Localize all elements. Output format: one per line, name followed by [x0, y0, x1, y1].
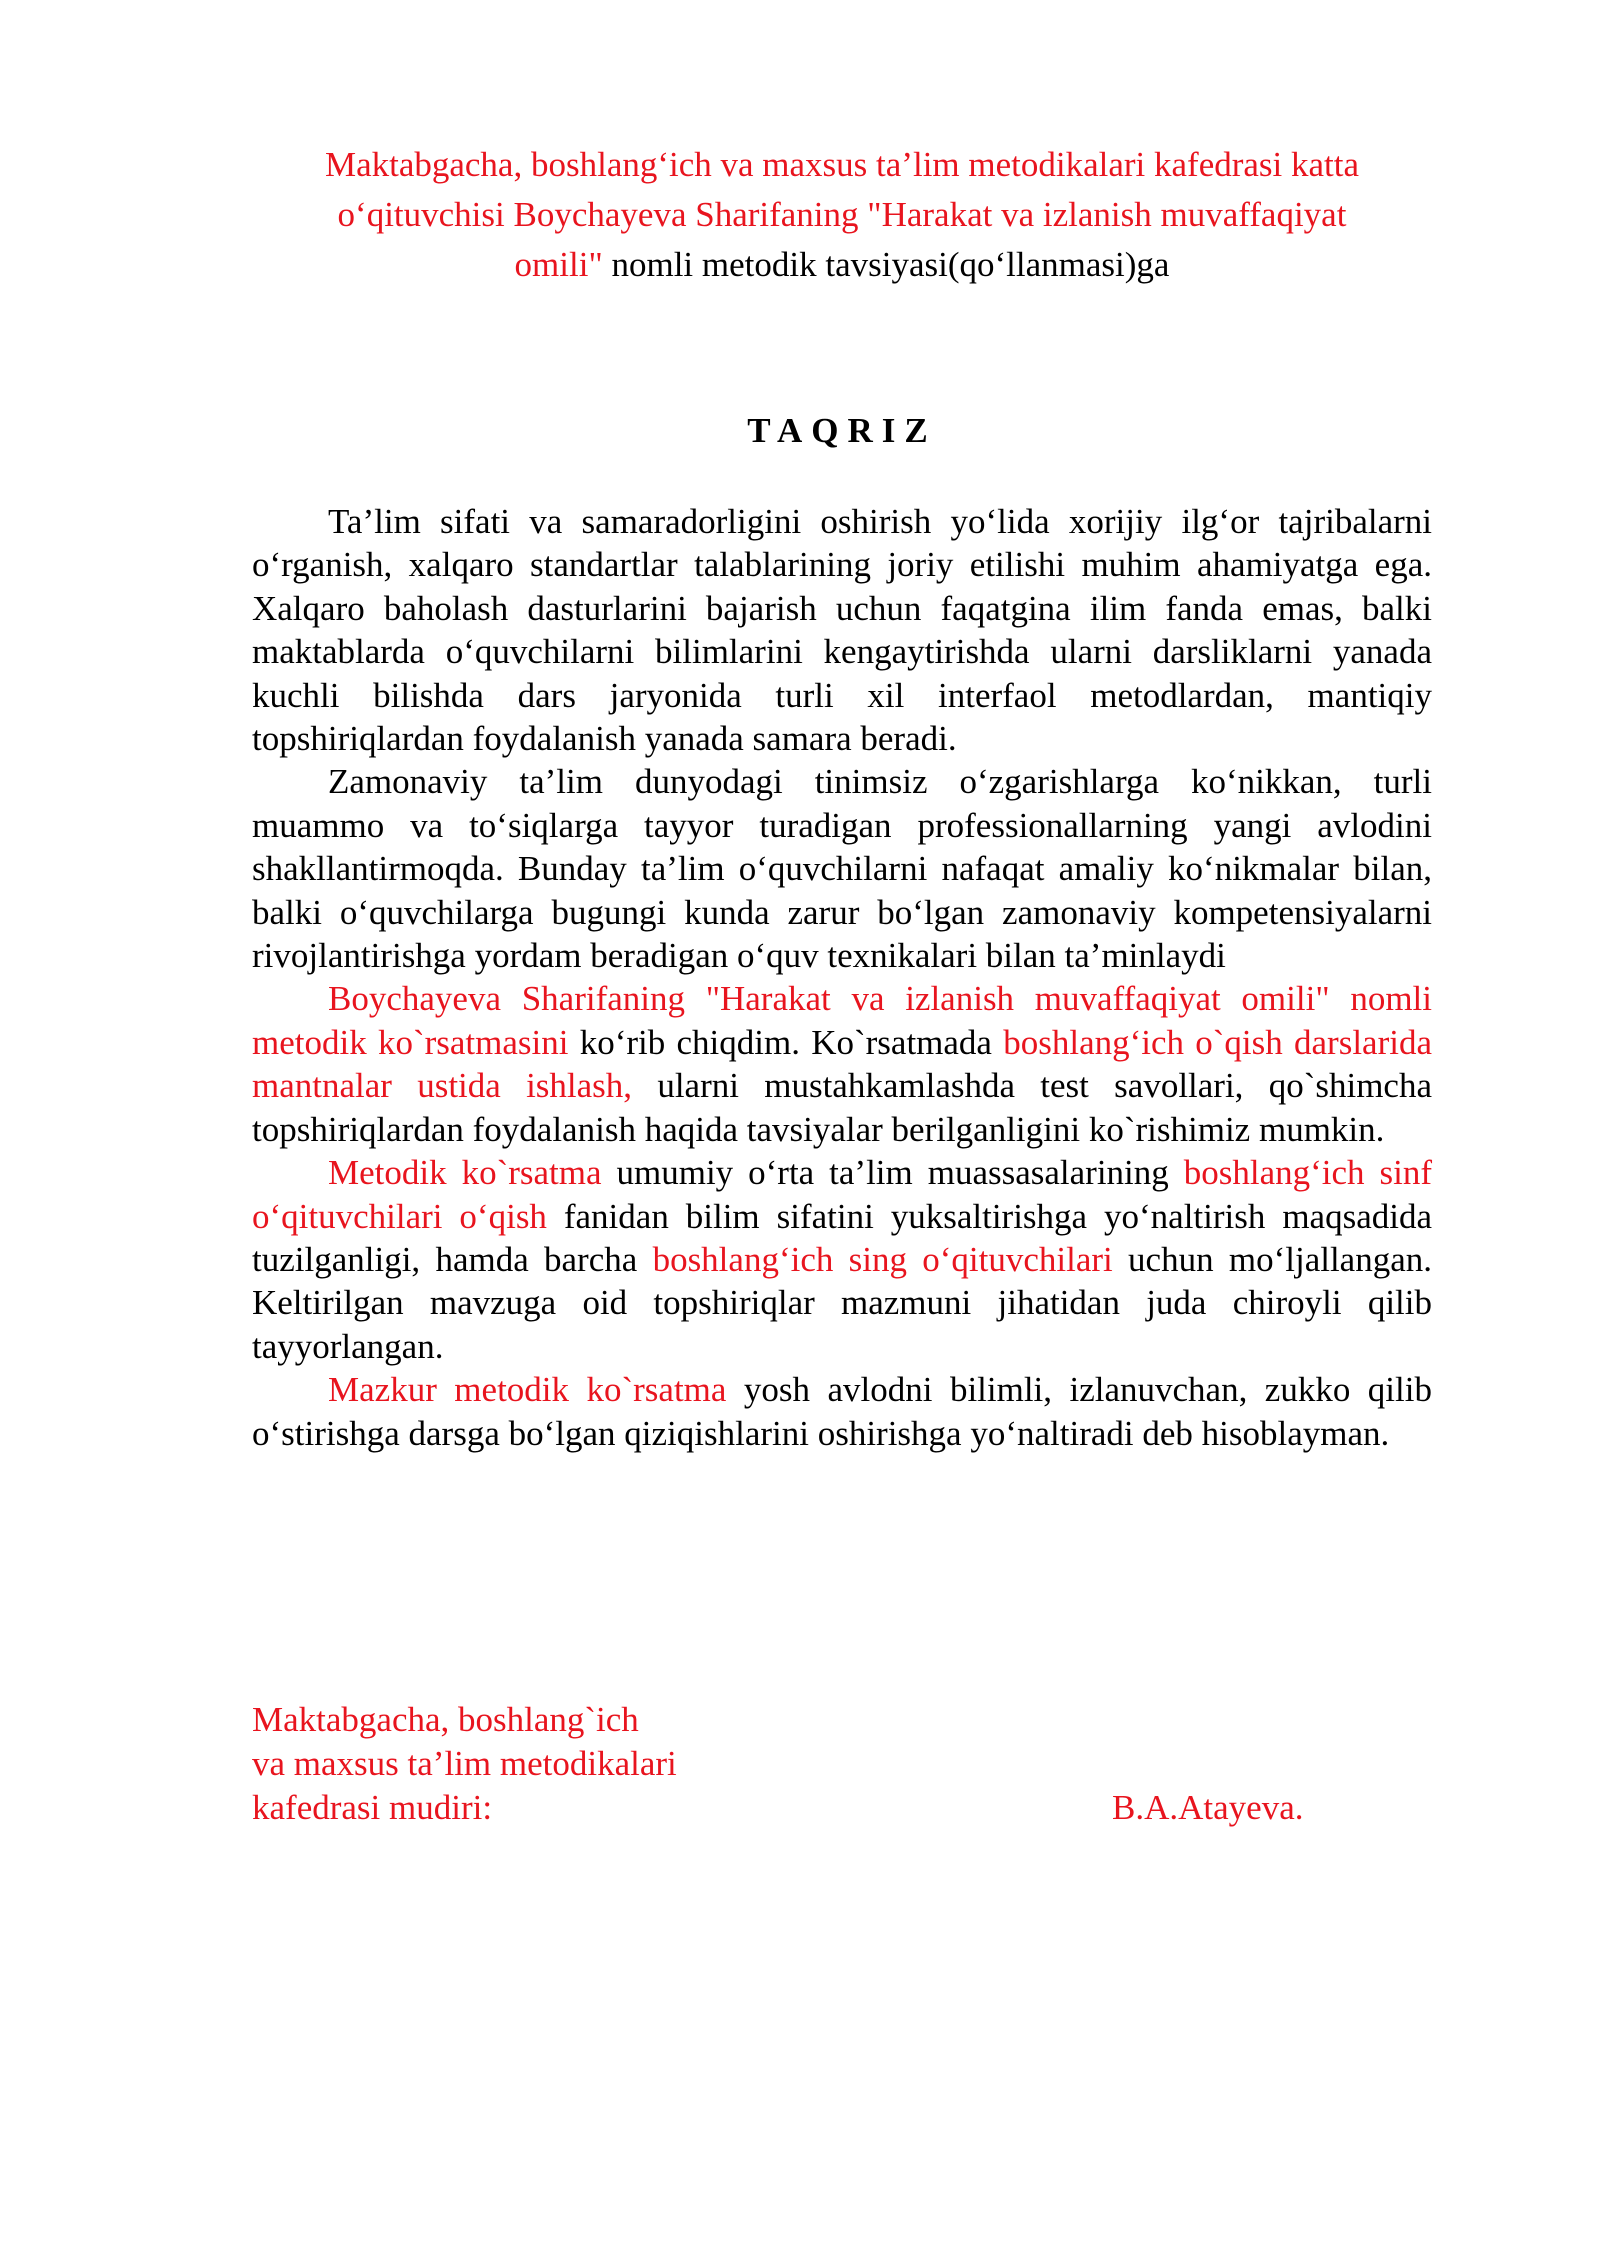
paragraph-4-black-1: umumiy o‘rta ta’lim muassasalarining [601, 1153, 1184, 1193]
signature-line-1: Maktabgacha, boshlang`ich [252, 1700, 639, 1739]
header-line-3 [252, 240, 1432, 290]
document-title: TAQRIZ [747, 411, 937, 450]
paragraph-3 [252, 977, 1432, 1151]
paragraph-4-red-2: boshlang‘ich sinf o‘qituvchilari o‘qish [252, 1153, 1432, 1236]
document-body [252, 500, 1432, 1455]
paragraph-4-black-2: fanidan bilim sifatini yuksaltirishga yo‘naltirish maqsadida tuzilganligi, hamda barcha [252, 1196, 1432, 1279]
document-page [252, 140, 1432, 1455]
signature-line-3: kafedrasi mudiri: [252, 1788, 493, 1827]
paragraph-3-black-2: ularni mustahkamlashda test savollari, qo`shimcha topshiriqlardan foydalanish haqida tavsiyalar berilganligini ko`rishimiz mumkin. [252, 1066, 1432, 1149]
header-line-2: o‘qituvchisi Boychayeva Sharifaning "Harakat va izlanish muvaffaqiyat [337, 195, 1347, 234]
signature-block [252, 1698, 1432, 1830]
paragraph-4-red-1: Metodik ko`rsatma [328, 1153, 602, 1193]
paragraph-5 [252, 1368, 1432, 1455]
header-line-3-black: nomli metodik tavsiyasi(qo‘llanmasi)ga [602, 245, 1170, 284]
signatory-name: B.A.Atayeva. [1112, 1788, 1304, 1827]
paragraph-2: Zamonaviy ta’lim dunyodagi tinimsiz o‘zgarishlarga ko‘nikkan, turli muammo va to‘siqlarga tayyor turadigan professionallarning yangi avlodini shakllantirmoqda. Bunday ta’lim o‘quvchilarni nafaqat amaliy ko‘nikmalar bilan, balki o‘quvchilarga bugungi kunda zarur bo‘lgan zamonaviy kompetensiyalarni rivojlantirishga yordam beradigan o‘quv texnikalari bilan ta’minlaydi [252, 762, 1432, 976]
paragraph-1: Ta’lim sifati va samaradorligini oshirish yo‘lida xorijiy ilg‘or tajribalarni o‘rganish, xalqaro standartlar talablarining joriy etilishi muhim ahamiyatga ega. Xalqaro baholash dasturlarini bajarish uchun faqatgina ilim fanda emas, balki maktablarda o‘quvchilarni bilimlarini kengaytirishda ularni darsliklarni yanada kuchli bilishda dars jaryonida turli xil interfaol metodlardan, mantiqiy topshiriqlardan foydalanish yanada samara beradi. [252, 502, 1432, 759]
header-line-1: Maktabgacha, boshlang‘ich va maxsus ta’lim metodikalari kafedrasi katta [324, 145, 1360, 184]
paragraph-3-black-1: ko‘rib chiqdim. Ko`rsatmada [568, 1022, 1004, 1062]
paragraph-3-red-1: Boychayeva Sharifaning "Harakat va izlanish muvaffaqiyat omili" nomli metodik ko`rsatmasini [252, 979, 1432, 1062]
paragraph-4-red-3: boshlang‘ich sing o‘qituvchilari [652, 1239, 1113, 1279]
signature-line-2: va maxsus ta’lim metodikalari [252, 1744, 677, 1783]
header-line-3-red: omili" [514, 245, 603, 284]
paragraph-5-black: yosh avlodni bilimli, izlanuvchan, zukko qilib o‘stirishga darsga bo‘lgan qiziqishlarini oshirishga yo‘naltiradi deb hisoblayman. [252, 1370, 1432, 1453]
paragraph-4 [252, 1151, 1432, 1368]
paragraph-3-red-2: boshlang‘ich o`qish darslarida mantnalar ustida ishlash, [252, 1022, 1432, 1106]
paragraph-5-red: Mazkur metodik ko`rsatma [328, 1370, 727, 1410]
paragraph-4-black-3: uchun mo‘ljallangan. Keltirilgan mavzuga oid topshiriqlar mazmuni jihatidan juda chiroyli qilib tayyorlangan. [252, 1239, 1432, 1366]
document-header [252, 140, 1432, 290]
